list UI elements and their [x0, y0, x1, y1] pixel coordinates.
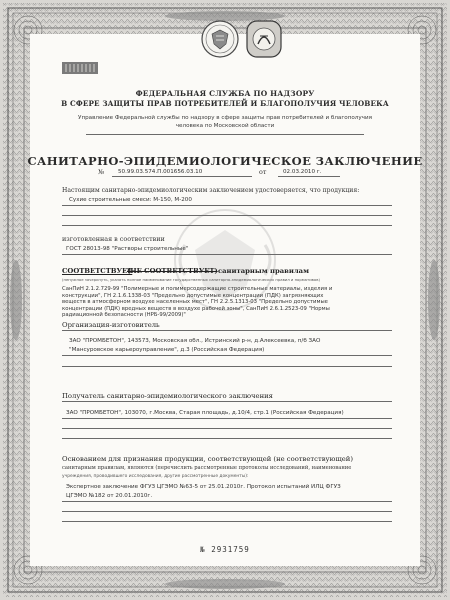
rules-line: СанПиН 2.1.2.729-99 "Полимерные и полимерсодержащие строительные материалы, изделия и	[62, 286, 333, 292]
agency-title-line1: ФЕДЕРАЛЬНАЯ СЛУЖБА ПО НАДЗОРУ	[135, 89, 315, 98]
recipient-label: Получатель санитарно-эпидемиологического заключения	[62, 392, 273, 400]
manufacturer-line1: ЗАО "ПРОМБЕТОН", 143573, Московская обл., Истринский р-н, д.Алексеевка, п/б ЗАО	[69, 338, 321, 344]
divider	[86, 134, 364, 135]
basis-doc2: ЦГЭМО №182 от 20.01.2010г.	[66, 493, 153, 499]
recipient-underline-4	[62, 438, 392, 439]
hologram-seal	[246, 20, 282, 58]
document-date: 02.03.2010 г.	[283, 169, 322, 175]
recipient-underline-3	[62, 428, 392, 429]
serial-number: № 2931759	[200, 545, 250, 554]
made-label: изготовленная в соответствии	[62, 235, 165, 243]
certification-intro: Настоящим санитарно-эпидемиологическим заключением удостоверяется, что продукция:	[62, 187, 360, 194]
office-line2: человека по Московской области	[175, 123, 275, 129]
rules-label: санитарным правилам	[218, 267, 309, 275]
product-name: Сухие строительные смеси: М-150, М-200	[69, 197, 192, 203]
office-line1: Управление Федеральной службы по надзору в сфере защиты прав потребителей и благополучия	[78, 115, 372, 121]
recipient-line1: ЗАО "ПРОМБЕТОН", 103070, г.Москва, Старая площадь, д.10/4, стр.1 (Российская Федерация)	[66, 410, 344, 416]
agency-title-line2: В СФЕРЕ ЗАЩИТЫ ПРАВ ПОТРЕБИТЕЛЕЙ И БЛАГОПОЛУЧИЯ ЧЕЛОВЕКА	[61, 99, 389, 108]
rules-text	[62, 286, 397, 319]
rules-line: веществ в атмосферном воздухе населенных мест", ГН 2.2.5.1313-03 "Предельно допустимые	[62, 299, 328, 306]
recipient-underline-2	[62, 418, 392, 419]
manufacturer-underline-2	[62, 355, 392, 356]
rules-hint: (ненужное зачеркнуть, указать полное наименование государственных санитарно-эпидемиологических правил и нормативов)	[62, 277, 320, 282]
rospotrebnadzor-emblem	[200, 18, 240, 60]
number-label: №	[98, 168, 105, 176]
stamp-pattern	[62, 62, 98, 74]
number-underline	[112, 176, 252, 177]
basis-line3: учреждения, проводившего исследования, другие рассмотренные документы):	[62, 474, 249, 479]
recipient-underline	[62, 401, 392, 402]
product-underline	[62, 205, 392, 206]
date-label: от	[259, 168, 267, 176]
conformity-label: СООТВЕТСТВУЕТ	[62, 267, 133, 275]
product-underline-3	[62, 225, 392, 226]
manufacturer-label: Организация-изготовитель	[62, 321, 160, 329]
nonconformity-label: (НЕ СООТВЕТСТВУЕТ)	[127, 267, 218, 275]
product-underline-2	[62, 215, 392, 216]
basis-underline	[62, 501, 392, 502]
date-underline	[278, 176, 340, 177]
document-title: САНИТАРНО-ЭПИДЕМИОЛОГИЧЕСКОЕ ЗАКЛЮЧЕНИЕ	[27, 154, 423, 168]
manufacturer-underline	[62, 330, 392, 331]
rules-line: концентрации (ПДК) вредных веществ в воздухе рабочей зоны", СанПиН 2.6.1.2523-09 "Нормы	[62, 305, 330, 312]
manufacturer-underline-3	[62, 366, 392, 367]
basis-line1: Основанием для признания продукции, соответствующей (не соответствующей)	[62, 455, 353, 463]
rules-line: конструкции", ГН 2.1.6.1338-03 "Предельно допустимые концентрации (ПДК) загрязняющих	[62, 292, 324, 299]
document-number: 50.99.03.574.П.001656.03.10	[118, 169, 203, 175]
manufacturer-line2: "Мансуровское карьероуправление", д.3 (Российская Федерация)	[69, 347, 265, 353]
basis-line2: санитарным правилам, являются (перечислить рассмотренные протоколы исследований, наименование	[62, 465, 352, 471]
rules-line: радиационной безопасности (НРБ-99/2009)"	[62, 312, 186, 319]
basis-underline-2	[62, 511, 392, 512]
standard-name: ГОСТ 28013-98 "Растворы строительные"	[66, 246, 189, 252]
basis-underline-3	[62, 521, 392, 522]
basis-doc1: Экспертное заключение ФГУЗ ЦГЭМО №63-5 от 25.01.2010г. Протокол испытаний ИЛЦ ФГУЗ	[66, 484, 341, 490]
standard-underline	[62, 254, 392, 255]
